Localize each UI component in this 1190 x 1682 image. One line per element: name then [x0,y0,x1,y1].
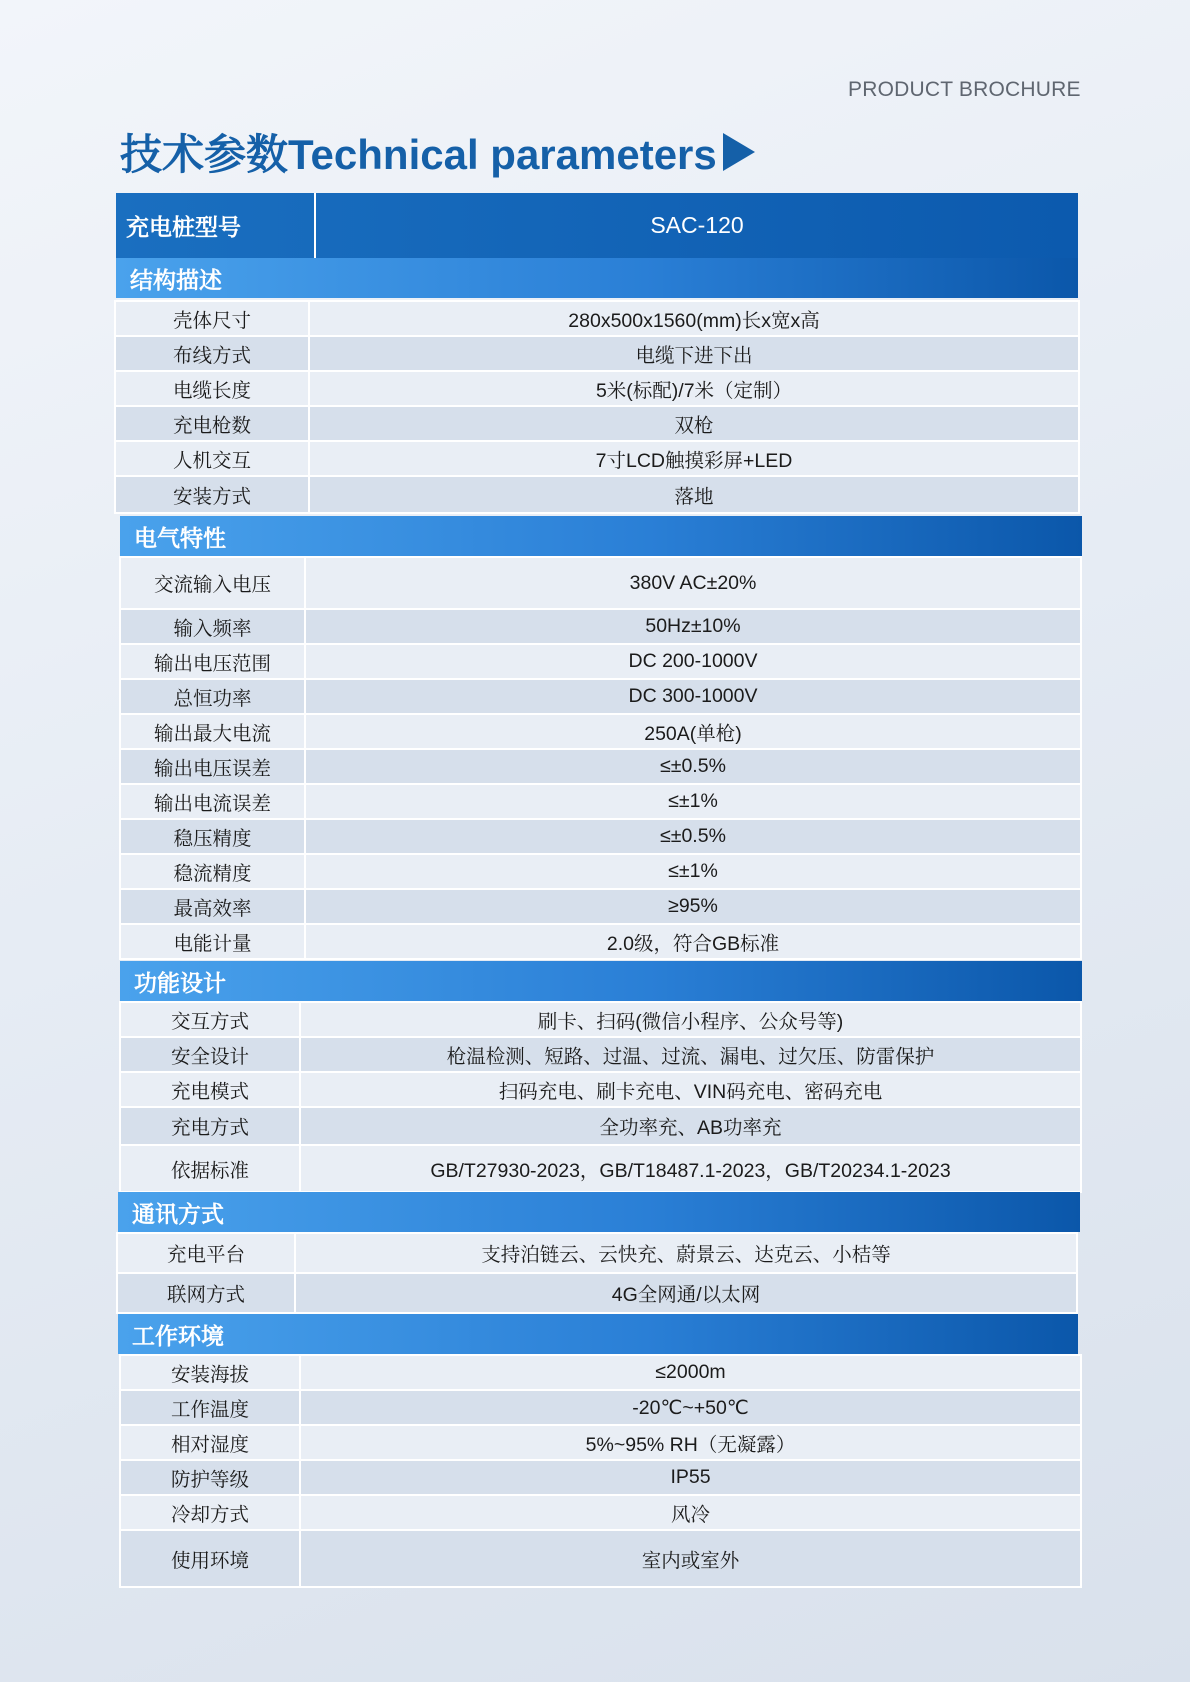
section-header-environment: 工作环境 [118,1314,1078,1354]
param-value: ≥95% [305,889,1081,924]
table-row [120,749,1081,784]
param-label: 安全设计 [120,1037,300,1072]
table-row [120,1495,1081,1530]
param-value: 双枪 [309,406,1079,441]
param-label: 总恒功率 [120,679,305,714]
table-row [120,1530,1081,1587]
section-header-structure: 结构描述 [116,258,1078,298]
param-label: 交流输入电压 [120,557,305,609]
param-value: ≤±1% [305,854,1081,889]
param-label: 防护等级 [120,1460,300,1495]
table-row [120,819,1081,854]
table-row [120,679,1081,714]
table-row [117,1233,1077,1273]
param-value: ≤±1% [305,784,1081,819]
table-row [120,924,1081,959]
param-label: 安装海拔 [120,1355,300,1390]
param-label: 输入频率 [120,609,305,644]
table-row [120,1037,1081,1072]
param-label: 稳压精度 [120,819,305,854]
param-label: 电能计量 [120,924,305,959]
param-value: DC 300-1000V [305,679,1081,714]
param-label: 充电平台 [117,1233,295,1273]
param-label: 充电模式 [120,1072,300,1107]
param-value: 电缆下进下出 [309,336,1079,371]
param-label: 工作温度 [120,1390,300,1425]
param-value: GB/T27930-2023，GB/T18487.1-2023，GB/T20234.1-2023 [300,1145,1081,1192]
param-label: 使用环境 [120,1530,300,1587]
param-label: 人机交互 [115,441,309,476]
table-row [115,441,1079,476]
param-value: 室内或室外 [300,1530,1081,1587]
param-label: 布线方式 [115,336,309,371]
table-row [115,406,1079,441]
param-value: 枪温检测、短路、过温、过流、漏电、过欠压、防雷保护 [300,1037,1081,1072]
section-header-communication: 通讯方式 [118,1192,1080,1232]
table-row [115,371,1079,406]
table-row [120,609,1081,644]
param-value: 刷卡、扫码(微信小程序、公众号等) [300,1002,1081,1037]
param-value: -20℃~+50℃ [300,1390,1081,1425]
table-row [120,1072,1081,1107]
table-row [120,557,1081,609]
table-row [115,336,1079,371]
param-label: 冷却方式 [120,1495,300,1530]
play-arrow-icon [723,133,755,171]
table-row [117,1273,1077,1313]
param-value: 50Hz±10% [305,609,1081,644]
param-label: 电缆长度 [115,371,309,406]
param-value: 5%~95% RH（无凝露） [300,1425,1081,1460]
param-value: 250A(单枪) [305,714,1081,749]
params-table-function [119,1001,1082,1193]
param-label: 壳体尺寸 [115,301,309,336]
param-value: 7寸LCD触摸彩屏+LED [309,441,1079,476]
params-table-structure [114,300,1080,514]
param-value: 风冷 [300,1495,1081,1530]
table-row [120,889,1081,924]
param-label: 输出最大电流 [120,714,305,749]
param-value: 4G全网通/以太网 [295,1273,1077,1313]
table-row [120,1145,1081,1192]
page-title-text: 技术参数Technical parameters [120,131,717,178]
param-value: 280x500x1560(mm)长x宽x高 [309,301,1079,336]
table-row [120,644,1081,679]
param-label: 相对湿度 [120,1425,300,1460]
param-label: 最高效率 [120,889,305,924]
param-label: 交互方式 [120,1002,300,1037]
model-label: 充电桩型号 [116,193,316,258]
param-label: 联网方式 [117,1273,295,1313]
table-row [120,1460,1081,1495]
param-value: 380V AC±20% [305,557,1081,609]
page-title [120,122,755,182]
param-value: 扫码充电、刷卡充电、VIN码充电、密码充电 [300,1072,1081,1107]
brochure-label: PRODUCT BROCHURE [848,78,1081,101]
params-table-communication [116,1232,1078,1314]
table-row [120,854,1081,889]
table-row [120,1390,1081,1425]
param-value: ≤±0.5% [305,819,1081,854]
table-row [115,476,1079,513]
param-label: 安装方式 [115,476,309,513]
params-table-environment [119,1354,1082,1588]
table-row [120,784,1081,819]
param-value: 支持泊链云、云快充、蔚景云、达克云、小桔等 [295,1233,1077,1273]
param-label: 输出电压范围 [120,644,305,679]
param-label: 依据标准 [120,1145,300,1192]
params-table-electrical [119,556,1082,960]
model-value: SAC-120 [650,212,744,238]
param-value: IP55 [300,1460,1081,1495]
param-value: DC 200-1000V [305,644,1081,679]
section-header-function: 功能设计 [120,961,1082,1001]
param-value: ≤±0.5% [305,749,1081,784]
table-row [120,1107,1081,1145]
param-label: 输出电压误差 [120,749,305,784]
param-value: 落地 [309,476,1079,513]
table-row [120,1002,1081,1037]
param-label: 输出电流误差 [120,784,305,819]
table-row [120,1425,1081,1460]
table-row [115,301,1079,336]
table-row [120,714,1081,749]
param-value: 5米(标配)/7米（定制） [309,371,1079,406]
param-value: 2.0级，符合GB标准 [305,924,1081,959]
model-header-row [116,193,1078,258]
param-value: 全功率充、AB功率充 [300,1107,1081,1145]
param-label: 充电方式 [120,1107,300,1145]
param-label: 充电枪数 [115,406,309,441]
section-header-electrical: 电气特性 [120,516,1082,556]
param-value: ≤2000m [300,1355,1081,1390]
table-row [120,1355,1081,1390]
param-label: 稳流精度 [120,854,305,889]
